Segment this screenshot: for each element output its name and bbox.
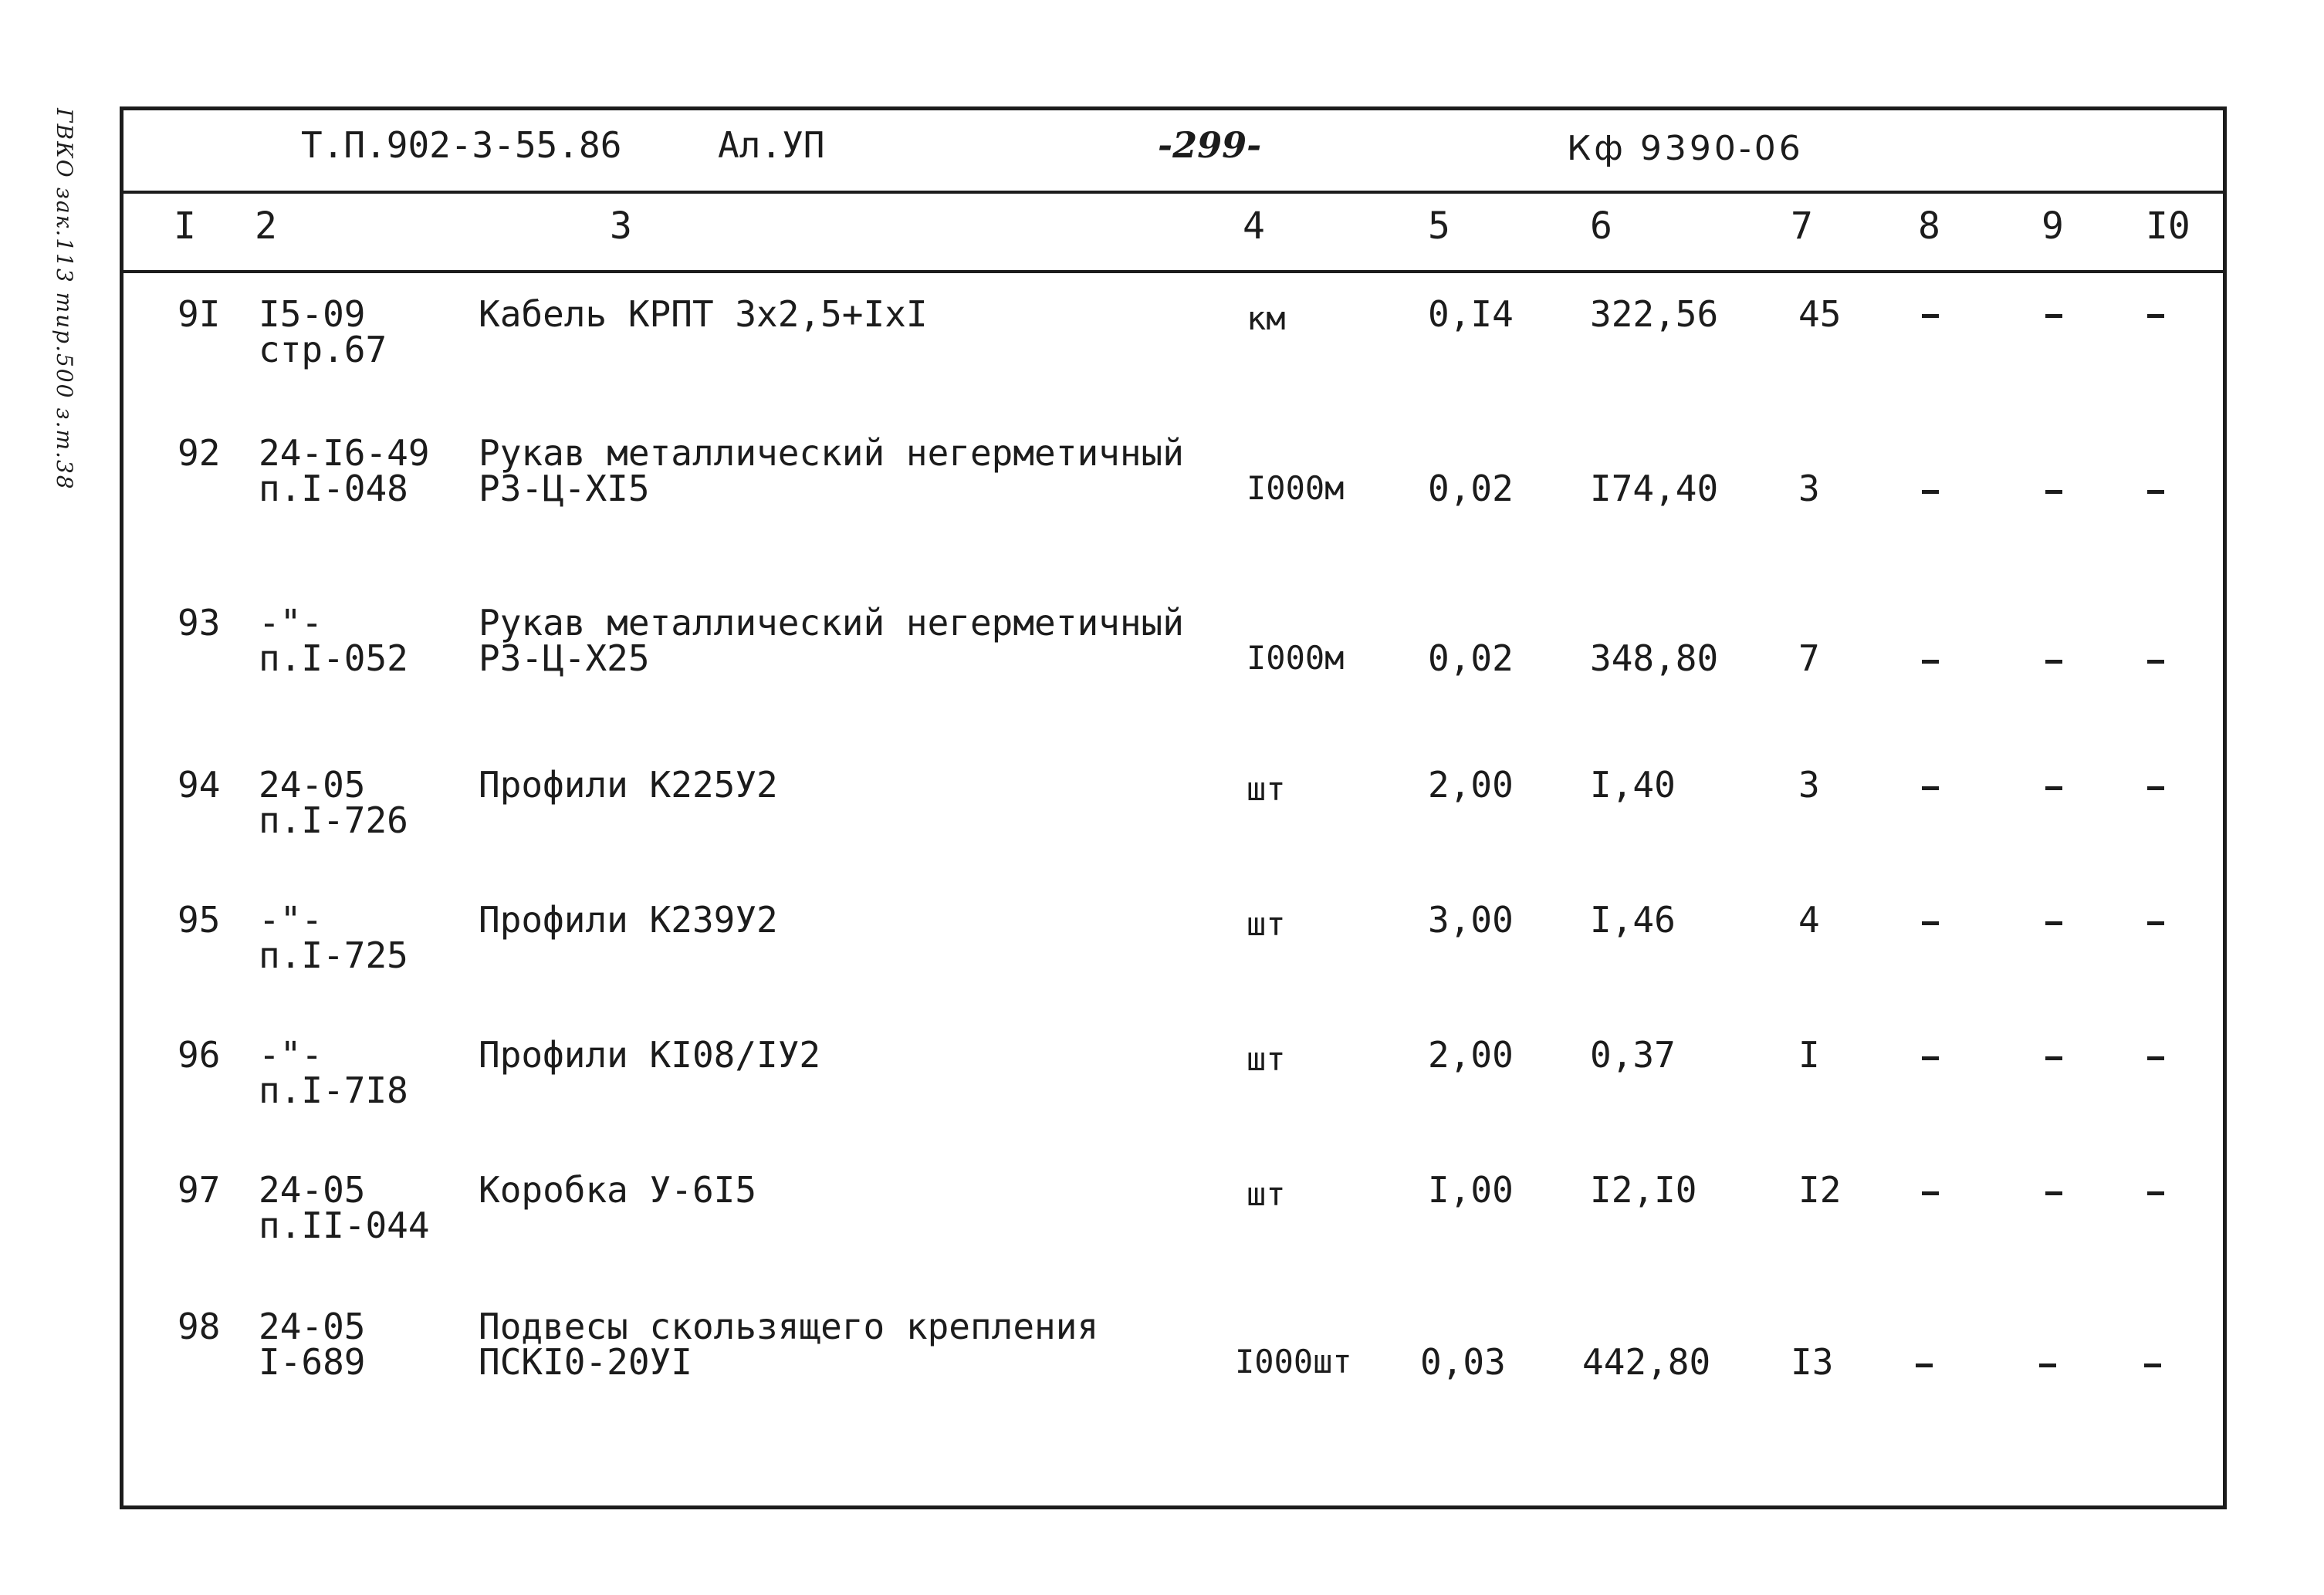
empty-dash-10 xyxy=(2144,1364,2161,1367)
unit: шт xyxy=(1247,1175,1286,1213)
row-number: 98 xyxy=(178,1306,221,1347)
column-header-9: 9 xyxy=(2042,204,2064,248)
price-ref: п.I-726 xyxy=(259,799,408,841)
total: 7 xyxy=(1798,637,1820,679)
quantity: 3,00 xyxy=(1428,899,1514,941)
unit-price: I,40 xyxy=(1590,764,1676,806)
price-code: 24-05 xyxy=(259,1169,366,1211)
unit: I000шт xyxy=(1235,1343,1352,1380)
empty-dash-9 xyxy=(2045,490,2062,494)
empty-dash-8 xyxy=(1916,1364,1933,1367)
item-name-2: Р3-Ц-Х25 xyxy=(479,637,650,679)
quantity: 2,00 xyxy=(1428,1034,1514,1076)
empty-dash-8 xyxy=(1922,660,1939,664)
total: 3 xyxy=(1798,468,1820,509)
unit: шт xyxy=(1247,905,1286,943)
price-ref: п.I-048 xyxy=(259,468,408,509)
price-ref: п.I-7I8 xyxy=(259,1070,408,1111)
price-code: -"- xyxy=(259,602,323,644)
unit: шт xyxy=(1247,1040,1286,1078)
column-header-1: I xyxy=(174,204,196,248)
empty-dash-9 xyxy=(2045,1191,2062,1195)
price-code: 24-05 xyxy=(259,1306,366,1347)
row-number: 96 xyxy=(178,1034,221,1076)
price-code: 24-05 xyxy=(259,764,366,806)
item-name: Коробка У-6I5 xyxy=(479,1169,757,1211)
total: 4 xyxy=(1798,899,1820,941)
unit-price: I,46 xyxy=(1590,899,1676,941)
unit-price: 442,80 xyxy=(1582,1341,1711,1383)
empty-dash-9 xyxy=(2045,786,2062,790)
row-number: 95 xyxy=(178,899,221,941)
total: I2 xyxy=(1798,1169,1842,1211)
total: I3 xyxy=(1791,1341,1834,1383)
project-code: Т.П.902-3-55.86 xyxy=(301,124,622,166)
empty-dash-8 xyxy=(1922,490,1939,494)
price-ref: п.II-044 xyxy=(259,1205,430,1246)
unit: км xyxy=(1247,299,1286,337)
column-header-5: 5 xyxy=(1428,204,1450,248)
empty-dash-8 xyxy=(1922,1191,1939,1195)
unit-price: I74,40 xyxy=(1590,468,1719,509)
quantity: 0,I4 xyxy=(1428,293,1514,335)
document-sheet xyxy=(120,106,2227,1509)
item-name: Профили К239У2 xyxy=(479,899,778,941)
price-code: -"- xyxy=(259,1034,323,1076)
price-ref: I-689 xyxy=(259,1341,366,1383)
total: I xyxy=(1798,1034,1820,1076)
price-ref: п.I-725 xyxy=(259,934,408,976)
header-divider xyxy=(123,191,2223,194)
item-name: Кабель КРПТ 3х2,5+IхI xyxy=(479,293,928,335)
empty-dash-10 xyxy=(2147,490,2164,494)
item-name: Профили КI08/IУ2 xyxy=(479,1034,821,1076)
unit-price: 0,37 xyxy=(1590,1034,1676,1076)
quantity: I,00 xyxy=(1428,1169,1514,1211)
row-number: 93 xyxy=(178,602,221,644)
side-print-stamp-text: ГВКО зак.113 тир.500 з.т.38 xyxy=(52,108,77,491)
unit: I000м xyxy=(1247,469,1345,507)
empty-dash-8 xyxy=(1922,921,1939,925)
column-header-3: 3 xyxy=(610,204,632,248)
empty-dash-8 xyxy=(1922,786,1939,790)
item-name-2: Р3-Ц-ХI5 xyxy=(479,468,650,509)
column-header-4: 4 xyxy=(1243,204,1265,248)
price-ref: стр.67 xyxy=(259,329,387,370)
item-name: Рукав металлический негерметичный xyxy=(479,432,1184,474)
total: 45 xyxy=(1798,293,1842,335)
page-number: -299- xyxy=(1158,124,1262,166)
price-code: 24-I6-49 xyxy=(259,432,430,474)
price-code: I5-09 xyxy=(259,293,366,335)
price-code: -"- xyxy=(259,899,323,941)
empty-dash-9 xyxy=(2039,1364,2056,1367)
empty-dash-9 xyxy=(2045,660,2062,664)
row-number: 94 xyxy=(178,764,221,806)
sheet-code: Кф 9390-06 xyxy=(1567,129,1804,168)
column-header-7: 7 xyxy=(1791,204,1813,248)
empty-dash-10 xyxy=(2147,786,2164,790)
column-header-10: I0 xyxy=(2146,204,2190,248)
column-header-2: 2 xyxy=(255,204,277,248)
unit: шт xyxy=(1247,770,1286,808)
unit: I000м xyxy=(1247,639,1345,677)
album-number: Ал.УП xyxy=(718,124,825,166)
quantity: 0,03 xyxy=(1420,1341,1506,1383)
item-name: Профили К225У2 xyxy=(479,764,778,806)
price-ref: п.I-052 xyxy=(259,637,408,679)
unit-price: 322,56 xyxy=(1590,293,1719,335)
empty-dash-10 xyxy=(2147,314,2164,318)
empty-dash-9 xyxy=(2045,314,2062,318)
quantity: 2,00 xyxy=(1428,764,1514,806)
empty-dash-9 xyxy=(2045,921,2062,925)
side-print-stamp xyxy=(46,108,108,509)
item-name: Подвесы скользящего крепления xyxy=(479,1306,1099,1347)
row-number: 92 xyxy=(178,432,221,474)
row-number: 97 xyxy=(178,1169,221,1211)
empty-dash-9 xyxy=(2045,1056,2062,1060)
quantity: 0,02 xyxy=(1428,468,1514,509)
column-header-6: 6 xyxy=(1590,204,1612,248)
empty-dash-10 xyxy=(2147,1191,2164,1195)
empty-dash-8 xyxy=(1922,1056,1939,1060)
empty-dash-10 xyxy=(2147,1056,2164,1060)
column-header-8: 8 xyxy=(1918,204,1940,248)
quantity: 0,02 xyxy=(1428,637,1514,679)
item-name: Рукав металлический негерметичный xyxy=(479,602,1184,644)
empty-dash-10 xyxy=(2147,660,2164,664)
unit-price: 348,80 xyxy=(1590,637,1719,679)
unit-price: I2,I0 xyxy=(1590,1169,1697,1211)
empty-dash-10 xyxy=(2147,921,2164,925)
column-header-divider xyxy=(123,270,2223,273)
row-number: 9I xyxy=(178,293,221,335)
item-name-2: ПСКI0-20УI xyxy=(479,1341,692,1383)
empty-dash-8 xyxy=(1922,314,1939,318)
total: 3 xyxy=(1798,764,1820,806)
